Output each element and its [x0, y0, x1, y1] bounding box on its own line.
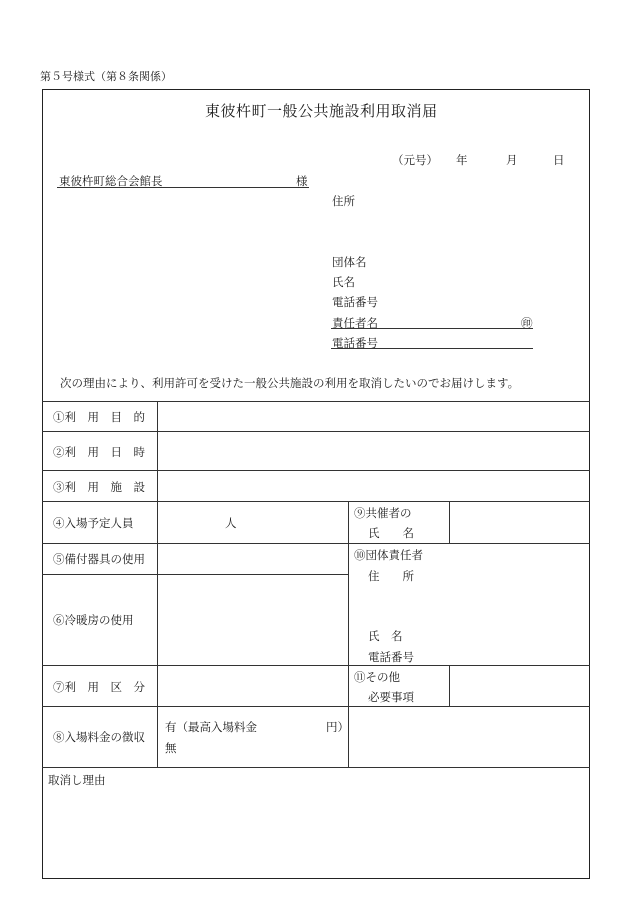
- row-line-4: [42, 543, 590, 544]
- fee-no-option: 無: [165, 741, 177, 755]
- group-phone-label: 電話番号: [368, 650, 414, 664]
- applicant-address-label: 住所: [332, 194, 355, 208]
- seal-mark: ㊞: [521, 316, 533, 330]
- responsible-underline: [331, 328, 533, 329]
- responsible-phone-label: 電話番号: [332, 336, 378, 350]
- addressee-name: 東彼杵町総合会館長: [59, 174, 163, 188]
- cohost-label-2: 氏 名: [368, 526, 414, 540]
- row-line-5: [42, 574, 348, 575]
- row-label-aircon: ⑥冷暖房の使用: [53, 613, 134, 627]
- form-id: 第５号様式（第８条関係）: [40, 70, 172, 83]
- col-line-right-value-1: [449, 501, 450, 543]
- other-label-1: ⑪その他: [354, 670, 400, 684]
- table-top-line: [42, 401, 590, 402]
- responsible-phone-underline: [331, 348, 533, 349]
- row-line-2: [42, 470, 590, 471]
- row-line-7: [42, 706, 590, 707]
- applicant-name-label: 氏名: [332, 275, 355, 289]
- col-line-right-value-2: [449, 665, 450, 706]
- attendees-unit: 人: [225, 516, 237, 530]
- row-line-8: [42, 767, 590, 768]
- col-line-label: [157, 401, 158, 767]
- row-line-1: [42, 431, 590, 432]
- date-era: （元号）: [392, 153, 438, 167]
- row-label-category: ⑦利 用 区 分: [53, 680, 145, 694]
- other-label-2: 必要事項: [368, 690, 414, 704]
- applicant-phone-label: 電話番号: [332, 295, 378, 309]
- applicant-group-label: 団体名: [332, 255, 367, 269]
- row-label-attendees: ④入場予定人員: [53, 516, 134, 530]
- row-label-facility: ③利 用 施 設: [53, 480, 145, 494]
- statement-text: 次の理由により、利用許可を受けた一般公共施設の利用を取消したいのでお届けします。: [60, 376, 520, 390]
- addressee-underline: [57, 187, 309, 188]
- date-year: 年: [456, 153, 468, 167]
- row-label-equipment: ⑤備付器具の使用: [53, 552, 145, 566]
- row-line-3: [42, 501, 590, 502]
- cohost-label-1: ⑨共催者の: [354, 506, 412, 520]
- responsible-label: 責任者名: [332, 316, 378, 330]
- row-label-datetime: ②利 用 日 時: [53, 445, 145, 459]
- row-line-6: [42, 665, 590, 666]
- group-name-label: 氏 名: [368, 629, 403, 643]
- fee-yes-option: 有（最高入場料金 円）: [165, 720, 349, 734]
- addressee-honorific: 様: [296, 174, 308, 188]
- row-label-fee: ⑧入場料金の徴収: [53, 730, 145, 744]
- group-resp-label: ⑩団体責任者: [354, 548, 423, 562]
- form-title: 東彼杵町一般公共施設利用取消届: [205, 102, 438, 120]
- date-month: 月: [506, 153, 518, 167]
- date-day: 日: [553, 153, 565, 167]
- group-addr-label: 住 所: [368, 569, 414, 583]
- cancel-reason-label: 取消し理由: [48, 773, 106, 787]
- row-label-purpose: ①利 用 目 的: [53, 410, 145, 424]
